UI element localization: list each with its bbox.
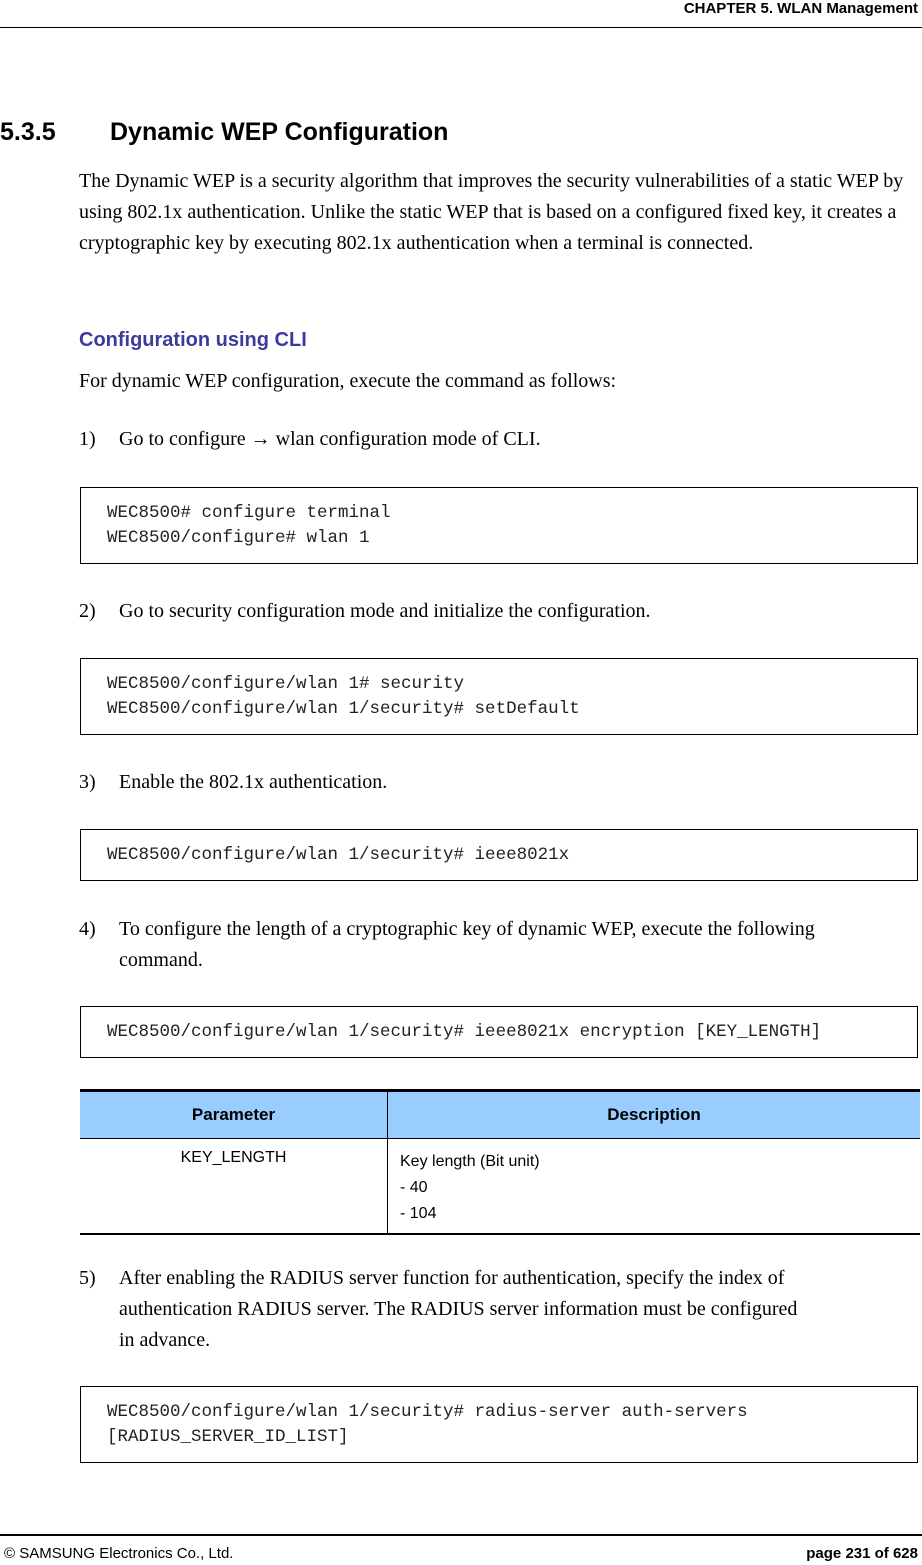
copyright-text: © SAMSUNG Electronics Co., Ltd. (4, 1545, 234, 1562)
code-line: WEC8500/configure/wlan 1/security# ieee8021x encryption [KEY_LENGTH] (107, 1022, 822, 1042)
step-number: 5) (79, 1267, 96, 1289)
code-block-2 (80, 658, 918, 735)
step-1 (79, 424, 919, 455)
page-number: page 231 of 628 (806, 1545, 918, 1562)
step-number: 3) (79, 771, 96, 793)
code-block-5 (80, 1386, 918, 1463)
description-line: - 104 (400, 1205, 437, 1222)
table-row (80, 1139, 920, 1235)
section-title: Dynamic WEP Configuration (110, 118, 449, 146)
code-line: WEC8500/configure/wlan 1/security# radius-server auth-servers (107, 1402, 748, 1422)
step-text-continued: command. (119, 949, 203, 971)
step-text: Go to configure → wlan configuration mode of CLI. (119, 428, 541, 450)
step-3 (79, 767, 919, 798)
parameter-cell: KEY_LENGTH (80, 1139, 388, 1235)
column-header-parameter: Parameter (80, 1091, 388, 1139)
section-heading (0, 118, 448, 147)
parameter-table (80, 1089, 920, 1235)
step-text: Go to security configuration mode and initialize the configuration. (119, 600, 651, 622)
code-line: WEC8500/configure/wlan 1# security (107, 674, 465, 694)
step-text: After enabling the RADIUS server function for authentication, specify the index of (119, 1267, 785, 1289)
code-line: WEC8500# configure terminal (107, 503, 391, 523)
step-text-continued: in advance. (119, 1329, 211, 1351)
step-4 (79, 914, 919, 976)
step-number: 4) (79, 918, 96, 940)
step-number: 1) (79, 428, 96, 450)
step-2 (79, 596, 919, 627)
step-5 (79, 1263, 919, 1356)
code-block-1 (80, 487, 918, 564)
step-text: To configure the length of a cryptographic key of dynamic WEP, execute the following (119, 918, 815, 940)
page-header (0, 0, 922, 28)
step-number: 2) (79, 600, 96, 622)
intro-paragraph: The Dynamic WEP is a security algorithm that improves the security vulnerabilities of a static WEP by using 802.1x authentication. Unlike the static WEP that is based on a configured fixed key, it creates a cryptographic key by executing 802.1x authentication when a terminal is connected. (79, 170, 904, 254)
code-line: [RADIUS_SERVER_ID_LIST] (107, 1427, 349, 1447)
description-line: Key length (Bit unit) (400, 1153, 540, 1170)
code-block-4 (80, 1006, 918, 1058)
description-line: - 40 (400, 1179, 428, 1196)
code-line: WEC8500/configure/wlan 1/security# ieee8021x (107, 845, 570, 865)
column-header-description: Description (388, 1091, 921, 1139)
cli-subheading: Configuration using CLI (79, 329, 307, 351)
chapter-title: CHAPTER 5. WLAN Management (683, 0, 918, 17)
description-cell (388, 1139, 921, 1235)
code-line: WEC8500/configure/wlan 1/security# setDefault (107, 699, 580, 719)
step-text-continued: authentication RADIUS server. The RADIUS server information must be configured (119, 1298, 798, 1320)
code-block-3 (80, 829, 918, 881)
code-line: WEC8500/configure# wlan 1 (107, 528, 370, 548)
table-header-row (80, 1091, 920, 1139)
cli-lead-text: For dynamic WEP configuration, execute the command as follows: (79, 370, 617, 392)
section-number: 5.3.5 (0, 118, 56, 146)
step-text: Enable the 802.1x authentication. (119, 771, 388, 793)
page-footer (0, 1534, 922, 1562)
